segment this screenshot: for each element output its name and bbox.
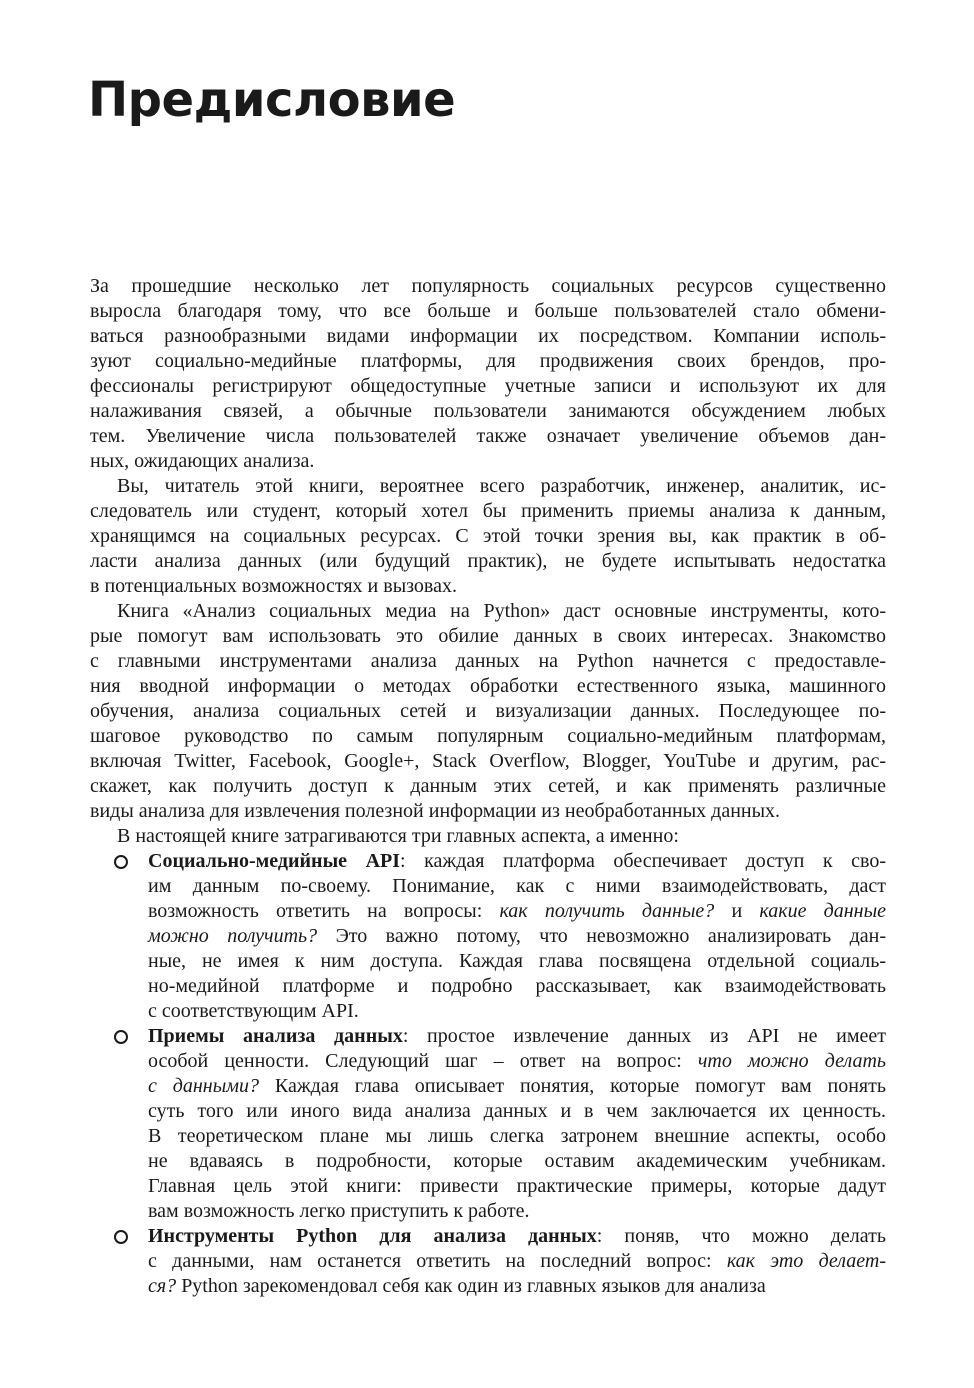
line-content	[148, 1049, 886, 1074]
text-line	[90, 324, 886, 349]
text-line	[90, 1249, 886, 1274]
text-line	[90, 399, 886, 424]
text-run: в потенциальных возможностях и вызовах.	[90, 575, 457, 597]
italic-text: как получить данные?	[499, 900, 715, 922]
text-line	[90, 599, 886, 624]
line-content	[90, 299, 886, 324]
line-content	[148, 874, 886, 899]
italic-text: можно получить?	[148, 925, 318, 947]
line-content	[90, 499, 886, 524]
text-run: : каждая платформа обеспечивает доступ к сво-	[400, 850, 886, 872]
italic-text: ся?	[148, 1275, 177, 1297]
text-line	[90, 674, 886, 699]
paragraph	[90, 474, 886, 599]
text-run: ласти анализа данных (или будущий практик), не будете испытывать недостатка	[90, 550, 886, 572]
bullet-item	[90, 849, 886, 1024]
text-run: Python зарекомендовал себя как один из главных языков для анализа	[176, 1275, 766, 1297]
text-line	[90, 699, 886, 724]
line-content	[90, 749, 886, 774]
text-run: Каждая глава описывает понятия, которые помогут вам понять	[259, 1075, 886, 1097]
page-title: Предисловие	[88, 72, 456, 128]
text-line	[90, 274, 886, 299]
text-run: шаговое руководство по самым популярным социально-медийным платформам,	[90, 725, 886, 747]
bold-term: Приемы анализа данных	[148, 1025, 403, 1047]
text-line	[90, 1049, 886, 1074]
line-content	[90, 449, 314, 474]
line-content	[148, 1199, 529, 1224]
text-line	[90, 474, 886, 499]
text-run: хранящимся на социальных ресурсах. С этой точки зрения вы, как практик в об-	[90, 525, 886, 547]
text-line	[90, 1074, 886, 1099]
text-line	[90, 499, 886, 524]
text-line	[90, 724, 886, 749]
line-content	[90, 274, 886, 299]
bullet-circle-icon	[114, 1030, 128, 1044]
text-run: виды анализа для извлечения полезной информации из необработанных данных.	[90, 800, 781, 822]
italic-text: какие данные	[759, 900, 886, 922]
text-line	[90, 624, 886, 649]
line-content	[90, 649, 886, 674]
italic-text: как это делает-	[726, 1250, 886, 1272]
line-content	[148, 1224, 886, 1249]
text-run: рые помогут вам использовать это обилие данных в своих интересах. Знакомство	[90, 625, 886, 647]
text-line	[90, 824, 886, 849]
line-content	[148, 1274, 766, 1299]
text-run: не вдаваясь в подробности, которые оставим академическим учебникам.	[148, 1150, 886, 1172]
text-line	[90, 1124, 886, 1149]
text-run: : поняв, что можно делать	[596, 1225, 887, 1247]
text-run: ные, не имея к ним доступа. Каждая глава посвящена отдельной социаль-	[148, 950, 886, 972]
text-line	[90, 574, 886, 599]
text-run: Вы, читатель этой книги, вероятнее всего разработчик, инженер, аналитик, ис-	[117, 475, 886, 497]
line-content	[117, 599, 886, 624]
text-run: В настоящей книге затрагиваются три главных аспекта, а именно:	[117, 825, 679, 847]
line-content	[148, 1074, 886, 1099]
line-content	[148, 1174, 886, 1199]
line-content	[148, 1249, 886, 1274]
text-run: ния вводной информации о методах обработки естественного языка, машинного	[90, 675, 886, 697]
text-line	[90, 424, 886, 449]
line-content	[148, 974, 886, 999]
text-run: но-медийной платформе и подробно рассказывает, как взаимодействовать	[148, 975, 886, 997]
italic-text: что можно делать	[697, 1050, 886, 1072]
text-run: вам возможность легко приступить к работе.	[148, 1200, 530, 1222]
text-run: ных, ожидающих анализа.	[90, 450, 315, 472]
line-content	[90, 699, 886, 724]
text-run: с данными, нам останется ответить на последний вопрос:	[148, 1250, 727, 1272]
text-run: суть того или иного вида анализа данных и в чем заключается их ценность.	[148, 1100, 886, 1122]
text-run: возможность ответить на вопросы:	[148, 900, 500, 922]
line-content	[148, 1124, 886, 1149]
line-content	[148, 1149, 886, 1174]
line-content	[148, 1099, 886, 1124]
text-line	[90, 1099, 886, 1124]
text-run: зуют социально-медийные платформы, для продвижения своих брендов, про-	[90, 350, 886, 372]
text-run: налаживания связей, а обычные пользователи занимаются обсуждением любых	[90, 400, 886, 422]
paragraph	[90, 824, 886, 849]
text-run: им данным по-своему. Понимание, как с ними взаимодействовать, даст	[148, 875, 886, 897]
text-line	[90, 974, 886, 999]
text-line	[90, 874, 886, 899]
text-line	[90, 449, 886, 474]
bullet-item	[90, 1024, 886, 1224]
line-content	[90, 324, 886, 349]
text-line	[90, 649, 886, 674]
text-line	[90, 1174, 886, 1199]
text-line	[90, 799, 886, 824]
line-content	[90, 399, 886, 424]
text-line	[90, 949, 886, 974]
text-run: скажет, как получить доступ к данным этих сетей, и как применять различные	[90, 775, 886, 797]
text-run: Главная цель этой книги: привести практические примеры, которые дадут	[148, 1175, 886, 1197]
text-line	[90, 549, 886, 574]
text-line	[90, 849, 886, 874]
text-run: фессионалы регистрируют общедоступные учетные записи и используют их для	[90, 375, 886, 397]
line-content	[90, 524, 886, 549]
text-run: Книга «Анализ социальных медиа на Python» даст основные инструменты, кото-	[117, 600, 886, 622]
bullet-circle-icon	[114, 855, 128, 869]
text-run: тем. Увеличение числа пользователей также означает увеличение объемов дан-	[90, 425, 886, 447]
line-content	[148, 899, 886, 924]
text-run: и	[714, 900, 760, 922]
text-line	[90, 899, 886, 924]
text-line	[90, 1224, 886, 1249]
text-run: Это важно потому, что невозможно анализировать дан-	[317, 925, 886, 947]
text-line	[90, 924, 886, 949]
paragraph	[90, 274, 886, 474]
line-content	[148, 949, 886, 974]
text-run: с главными инструментами анализа данных на Python начнется с предоставле-	[90, 650, 886, 672]
bold-term: Социально-медийные API	[148, 850, 401, 872]
text-run: ваться разнообразными видами информации их посредством. Компании исполь-	[90, 325, 886, 347]
text-line	[90, 1274, 886, 1299]
line-content	[90, 774, 886, 799]
line-content	[90, 349, 886, 374]
text-line	[90, 524, 886, 549]
text-line	[90, 774, 886, 799]
text-line	[90, 1149, 886, 1174]
paragraph	[90, 599, 886, 824]
text-run: с соответствующим API.	[148, 1000, 359, 1022]
bold-term: Инструменты Python для анализа данных	[148, 1225, 597, 1247]
line-content	[90, 674, 886, 699]
line-content	[90, 799, 780, 824]
line-content	[90, 374, 886, 399]
bullet-circle-icon	[114, 1230, 128, 1244]
text-line	[90, 299, 886, 324]
line-content	[90, 624, 886, 649]
text-line	[90, 349, 886, 374]
line-content	[90, 574, 457, 599]
text-run: В теоретическом плане мы лишь слегка затронем внешние аспекты, особо	[148, 1125, 886, 1147]
text-line	[90, 1199, 886, 1224]
text-run: включая Twitter, Facebook, Google+, Stack Overflow, Blogger, YouTube и другим, рас-	[90, 750, 886, 772]
text-run: особой ценности. Следующий шаг – ответ на вопрос:	[148, 1050, 698, 1072]
text-line	[90, 749, 886, 774]
line-content	[90, 424, 886, 449]
text-line	[90, 999, 886, 1024]
line-content	[148, 849, 886, 874]
text-run: обучения, анализа социальных сетей и визуализации данных. Последующее по-	[90, 700, 886, 722]
line-content	[90, 549, 886, 574]
line-content	[148, 999, 359, 1024]
line-content	[117, 824, 679, 849]
line-content	[148, 1024, 886, 1049]
line-content	[148, 924, 886, 949]
text-run: выросла благодаря тому, что все больше и больше пользователей стало обмени-	[90, 300, 886, 322]
line-content	[117, 474, 886, 499]
text-run: : простое извлечение данных из API не имеет	[402, 1025, 886, 1047]
line-content	[90, 724, 886, 749]
text-run: За прошедшие несколько лет популярность социальных ресурсов существенно	[90, 275, 886, 297]
bullet-item	[90, 1224, 886, 1299]
document-body	[90, 274, 886, 1299]
text-line	[90, 1024, 886, 1049]
italic-text: с данными?	[148, 1075, 260, 1097]
text-line	[90, 374, 886, 399]
text-run: следователь или студент, который хотел бы применить приемы анализа к данным,	[90, 500, 886, 522]
